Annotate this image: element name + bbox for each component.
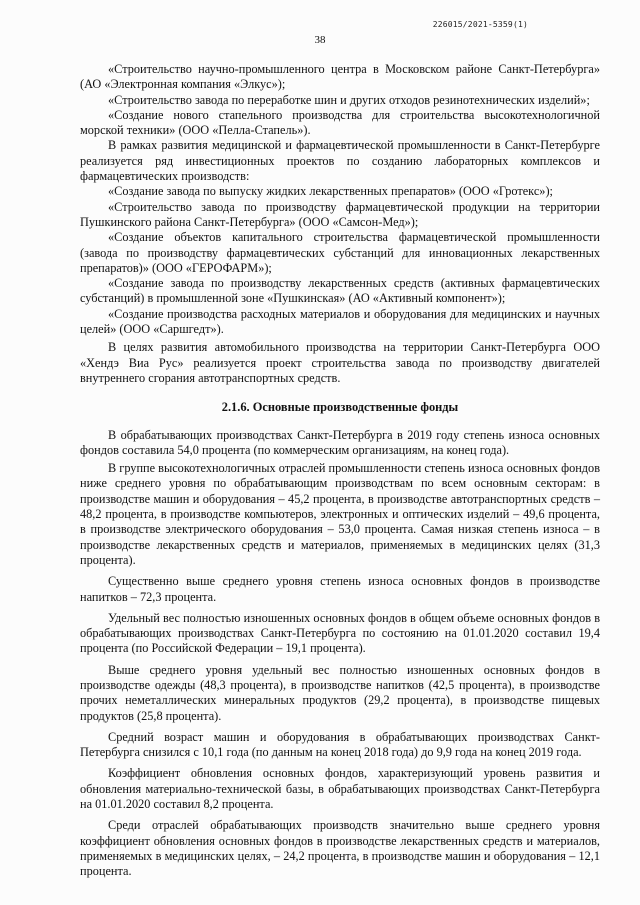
paragraph: Существенно выше среднего уровня степень износа основных фондов в производстве напитков – 72,3 процента. [80, 574, 600, 604]
paragraph: «Строительство завода по производству фармацевтической продукции на территории Пушкинского района Санкт-Петербурга» (ООО «Самсон-Мед»); [80, 199, 600, 229]
document-code: 226015/2021-5359(1) [432, 20, 528, 29]
paragraph: Среди отраслей обрабатывающих производств значительно выше среднего уровня коэффициент обновления основных фондов в производстве лекарственных средств и материалов, применяемых в медицинских целях, – 24,2 процента, в производстве машин и оборудования – 12,1 процента. [80, 818, 600, 879]
paragraph: «Создание производства расходных материалов и оборудования для медицинских и научных целей» (ООО «Саршгедт»). [80, 306, 600, 337]
paragraph: В группе высокотехнологичных отраслей промышленности степень износа основных фондов ниже среднего уровня по обрабатывающим производствам по всем основным секторам: в производстве машин и оборудования – 45,2 процента, в производстве автотранспортных средств – 48,2 процента, в производстве компьютеров, электронных и оптических изделий – 49,6 процента, в производстве электрического оборудования – 53,0 процента. Самая низкая степень износа – в производстве лекарственных средств и материалов, применяемых в медицинских целях (31,3 процента). [80, 461, 601, 567]
paragraph: Удельный вес полностью изношенных основных фондов в общем объеме основных фондов в обрабатывающих производствах Санкт-Петербурга по состоянию на 01.01.2020 составил 19,4 процента (по Российской Федерации – 19,1 процента). [80, 610, 600, 656]
paragraph: «Создание завода по выпуску жидких лекарственных препаратов» (ООО «Гротекс»); [108, 184, 553, 199]
paragraph: «Создание объектов капитального строительства фармацевтической промышленности (завода по производству фармацевтических субстанций для инновационных лекарственных препаратов)» (ООО «ГЕРОФАРМ»); [80, 230, 600, 275]
paragraph: Выше среднего уровня удельный вес полностью изношенных основных фондов в производстве одежды (48,3 процента), в производстве напитков (42,5 процента), в производстве прочих неметаллических минеральных продуктов (29,2 процента), в производстве пищевых продуктов (25,8 процента). [80, 662, 600, 723]
page-number: 38 [314, 34, 326, 46]
paragraph: В обрабатывающих производствах Санкт-Петербурга в 2019 году степень износа основных фондов составила 54,0 процента (по коммерческим организациям, на конец года). [80, 427, 600, 457]
section-title: 2.1.6. Основные производственные фонды [221, 400, 459, 415]
document-body [80, 62, 600, 880]
paragraph: В рамках развития медицинской и фармацевтической промышленности в Санкт-Петербурге реализуется ряд инвестиционных проектов по созданию лабораторных комплексов и фармацевтических производств: [80, 138, 600, 184]
paragraph: Коэффициент обновления основных фондов, характеризующий уровень развития и обновления материально-технической базы, в обрабатывающих производствах Санкт-Петербурга на 01.01.2020 составил 8,2 процента. [80, 766, 600, 812]
paragraph: «Строительство научно-промышленного центра в Московском районе Санкт-Петербурга» (АО «Электронная компания «Элкус»); [80, 62, 600, 92]
paragraph: «Создание нового стапельного производства для строительства высокотехнологичной морской техники» (ООО «Пелла-Стапель»). [80, 107, 600, 138]
paragraph: Средний возраст машин и оборудования в обрабатывающих производствах Санкт-Петербурга снизился с 10,1 года (по данным на конец 2018 года) до 9,9 года на конец 2019 года. [80, 729, 600, 760]
paragraph: В целях развития автомобильного производства на территории Санкт-Петербурга ООО «Хендэ Виа Рус» реализуется проект строительства завода по производству двигателей внутреннего сгорания автотранспортных средств. [80, 340, 600, 385]
paragraph: «Строительство завода по переработке шин и других отходов резинотехнических изделий»; [108, 92, 590, 107]
paragraph: «Создание завода по производству лекарственных средств (активных фармацевтических субстанций) в промышленной зоне «Пушкинская» (АО «Активный компонент»); [80, 276, 600, 306]
